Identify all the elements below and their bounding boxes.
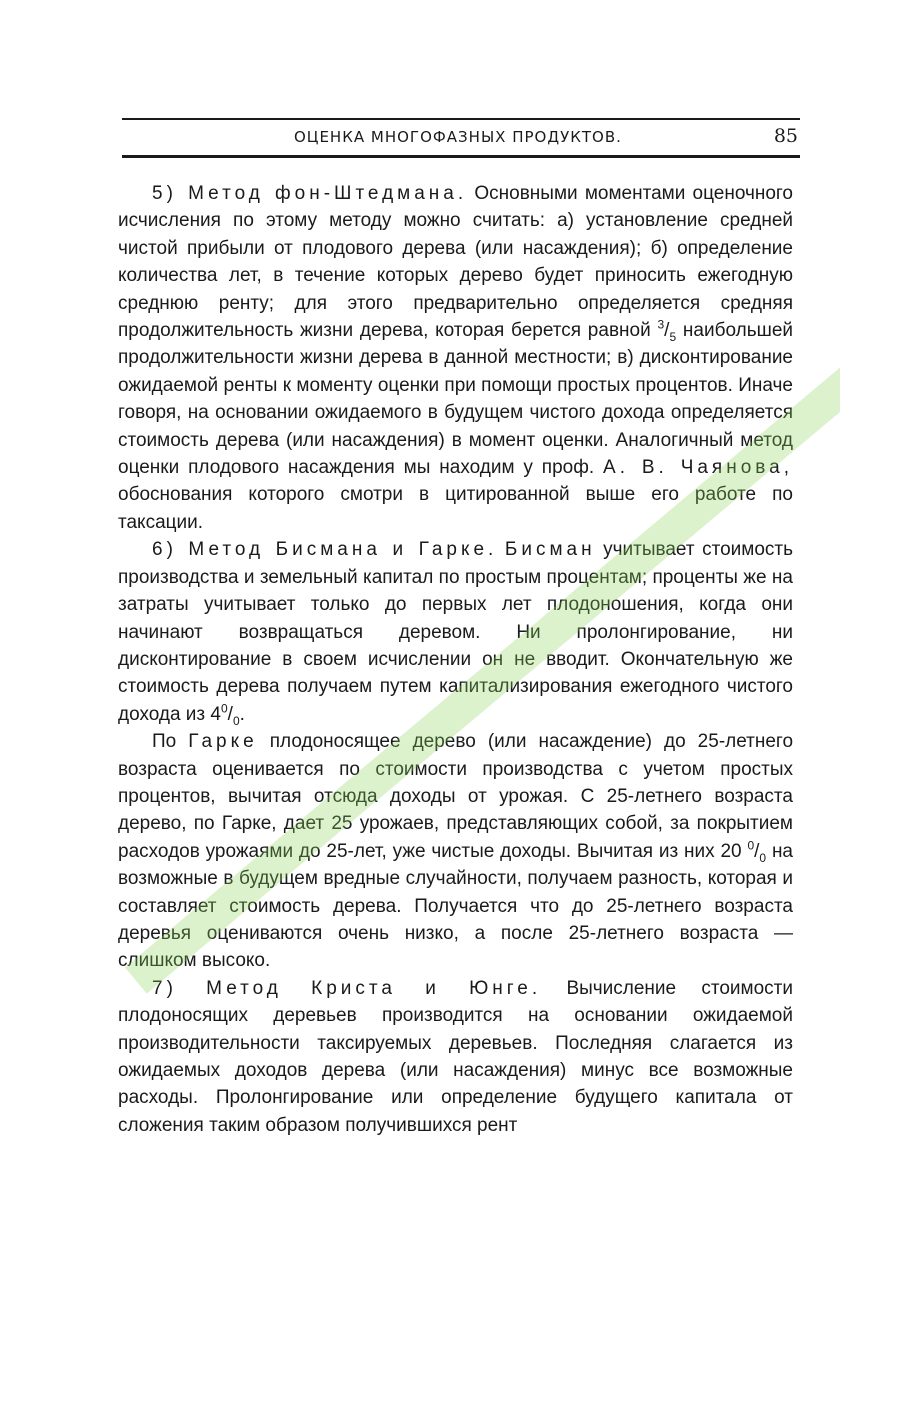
paragraph-method-7 (118, 975, 793, 1139)
fraction-numerator: 3 (657, 317, 665, 332)
author-name: А. В. Чаянова, (603, 457, 794, 479)
paragraph-text: Вычисление стоимости плодоносящих деревьев производится на основании ожидаемой производительности таксируемых деревьев. Последняя слагается из ожидаемых доходов дерева (или насаждения) минус все возможные расходы. Пролонгирование или определение будущего капитала от сложения таким образом получившихся рент (118, 977, 793, 1136)
percent-sub: 0 (759, 850, 767, 865)
section-heading: 7) Метод Криста и Юнге. (152, 977, 542, 999)
body-text (118, 180, 793, 1139)
running-head (122, 125, 800, 151)
section-heading: 6) Метод Бисмана и Гарке. (152, 539, 498, 561)
paragraph-tail: . (239, 703, 245, 725)
paragraph-garke: По Гарке плодоносящее дерево (или насаждение) до 25-летнего возраста оценивается по стоимости производства с учетом простых процентов, вычитая отсюда доходы от урожая. С 25-летнего возраста дерево, по Гарке, дает 25 урожаев, представляющих собой, за покрытием расходов урожаями до 25-лет, уже чистые доходы. Вычитая из них 20 $^0/_0$ на возможные в будущем вредные случайности, получаем разность, которая и составляет стоимость дерева. Получается что до 25-летнего возраста деревья оцениваются очень низко, а после 25-летнего возраста — слишком высоко. (118, 731, 794, 972)
paragraph-method-6: 6) Метод Бисмана и Гарке. Бисман учитывает стоимость производства и земельный капитал по простым процентам; проценты же на затраты учитывает только до первых лет плодоношения, когда они начинают возвращаться деревом. Ни пролонгирование, ни дисконтирование в своем исчислении он не вводит. Окончательную же стоимость дерева получаем путем капитализирования ежегодного чистого дохода из $4^0/_0$. (118, 539, 793, 728)
paragraph-method-5: 5) Метод фон-Штедмана. Основными моментами оценочного исчисления по этому методу можно считать: а) установление средней чистой прибыли от плодового дерева (или насаждения); б) определение количества лет, в течение которых дерево будет приносить ежегодную среднюю ренту; для этого предварительно определяется средняя продолжительность жизни дерева, которая берется равной $^3/_5$ наибольшей продолжительности жизни дерева в данной местности; в) дисконтирование ожидаемой ренты к моменту оценки при помощи простых процентов. Иначе говоря, на основании ожидаемого в будущем чистого дохода определяется стоимость дерева (или насаждения) в момент оценки. Аналогичный метод оценки плодового насаждения мы находим у проф. А. В. Чаянова, обоснования которого смотри в цитированной выше его работе по таксации. (118, 183, 794, 533)
page-number: 85 (773, 125, 798, 147)
author-name: Гарке (188, 731, 258, 753)
paragraph-text: плодоносящее дерево (или насаждение) до 25-летнего возраста оценивается по стоимости производства с учетом простых процентов, вычитая отсюда доходы от урожая. С 25-летнего возраста дерево, по Гарке, дает 25 урожаев, представляющих собой, за покрытием расходов урожаями до 25-лет, уже чистые доходы. Вычитая из них 20 (118, 731, 794, 862)
percent-sub: 0 (232, 713, 240, 728)
paragraph-text: обоснования которого смотри в цитированной выше его работе по таксации. (118, 484, 793, 533)
header-top-rule (122, 118, 800, 120)
percent-sup: 0 (220, 701, 228, 716)
paragraph-text: на возможные в будущем вредные случайности, получаем разность, которая и составляет стоимость дерева. Получается что до 25-летнего возраста деревья оцениваются очень низко, а после 25-летнего возраста — слишком высоко. (118, 840, 793, 972)
paragraph-text: учитывает стоимость производства и земельный капитал по простым процентам; проценты же на затраты учитывает только до первых лет плодоношения, когда они начинают возвращаться деревом. Ни пролонгирование, ни дисконтирование в своем исчислении он не вводит. Окончательную же стоимость дерева получаем путем капитализирования ежегодного чистого дохода из 4 (118, 539, 793, 725)
header-bottom-rule (122, 155, 800, 158)
fraction-denominator: 5 (669, 329, 677, 344)
paragraph-text: Основными моментами оценочного исчисления по этому методу можно считать: а) установление средней чистой прибыли от плодового дерева (или насаждения); б) определение количества лет, в течение которых дерево будет приносить ежегодную среднюю ренту; для этого предварительно определяется средняя продолжительность жизни дерева, которая берется равной (118, 183, 794, 342)
running-title: ОЦЕНКА МНОГОФАЗНЫХ ПРОДУКТОВ. (294, 128, 622, 146)
section-heading: 5) Метод фон-Штедмана. (152, 183, 468, 204)
paragraph-lead: По (152, 731, 177, 753)
percent-sup: 0 (747, 838, 755, 853)
paragraph-text: наибольшей продолжительности жизни дерева в данной местности; в) дисконтирование ожидаемой ренты к моменту оценки при помощи простых процентов. Иначе говоря, на основании ожидаемого в будущем чистого дохода определяется стоимость дерева (или насаждения) в момент оценки. Аналогичный метод оценки плодового насаждения мы находим у проф. (118, 320, 794, 479)
author-name: Бисман (504, 539, 596, 561)
